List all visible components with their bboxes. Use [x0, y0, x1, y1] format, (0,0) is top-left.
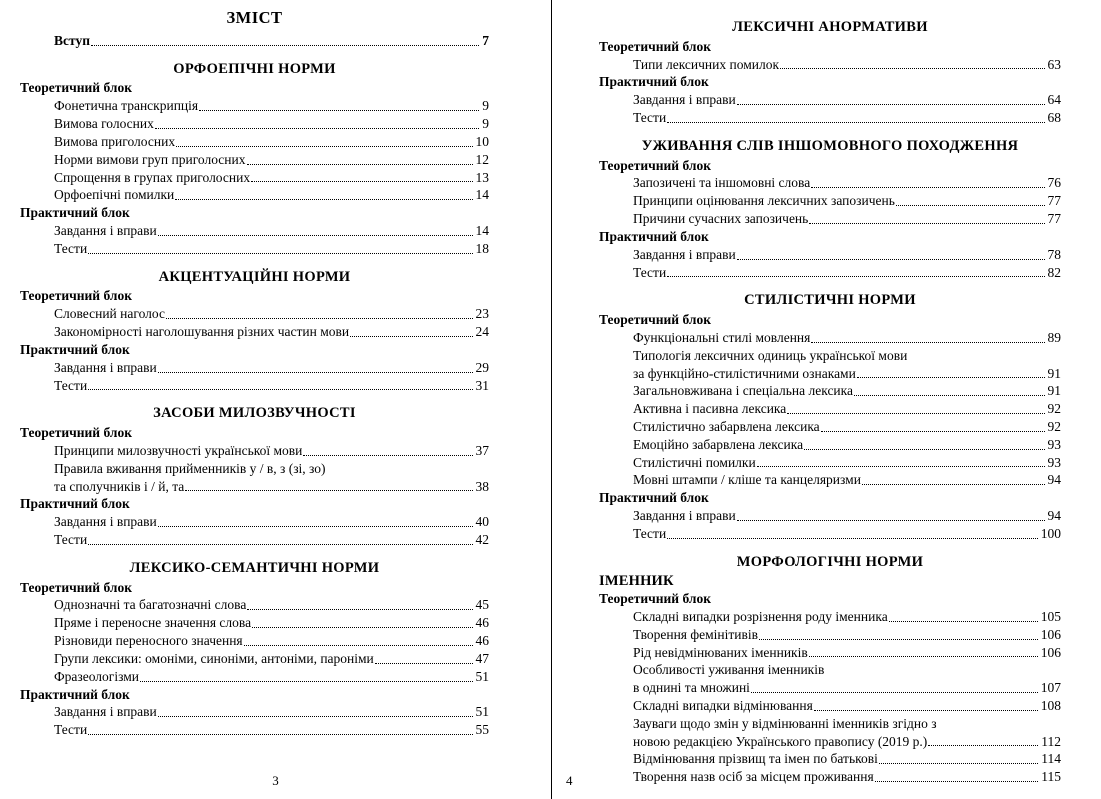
toc-entry[interactable] [20, 721, 489, 739]
toc-entry-label: Завдання і вправи [633, 92, 736, 108]
toc-entry-label: Завдання і вправи [54, 704, 157, 720]
toc-leader-dots [88, 253, 472, 254]
toc-entry[interactable] [599, 210, 1061, 228]
toc-entry-label: Функціональні стилі мовлення [633, 329, 811, 345]
toc-leader-dots [158, 235, 473, 236]
toc-entry[interactable] [20, 650, 489, 668]
toc-block-label: Теоретичний блок [599, 38, 711, 54]
toc-entry[interactable] [599, 471, 1061, 489]
toc-entry-label: Різновиди переносного значення [54, 633, 243, 649]
toc-entry[interactable] [20, 632, 489, 650]
toc-entry-label: Групи лексики: омоніми, синоніми, антоніми, пароніми [54, 650, 374, 666]
toc-section-heading: ОРФОЕПІЧНІ НОРМИ [173, 60, 336, 77]
toc-entry-label: Стилістичні помилки [633, 454, 756, 470]
toc-entry[interactable] [20, 359, 489, 377]
toc-entry-label: Тести [633, 525, 667, 541]
toc-block-label: Теоретичний блок [599, 157, 711, 173]
toc-entry-page: 23 [475, 306, 489, 322]
toc-entry[interactable] [20, 377, 489, 395]
toc-entry-page: 77 [1047, 193, 1061, 209]
toc-entry[interactable] [20, 305, 489, 323]
toc-leader-dots [757, 466, 1045, 467]
toc-entry[interactable] [599, 192, 1061, 210]
toc-entry-page: 51 [475, 668, 489, 684]
toc-leader-dots [751, 692, 1038, 693]
toc-entry[interactable] [20, 32, 489, 50]
toc-entry-label: Складні випадки розрізнення роду іменника [633, 608, 888, 624]
toc-leader-dots [804, 449, 1044, 450]
toc-entry-page: 94 [1047, 508, 1061, 524]
toc-entry-page: 29 [475, 359, 489, 375]
toc-entry-page: 63 [1047, 56, 1061, 72]
toc-leader-dots [140, 681, 473, 682]
toc-leader-dots [155, 128, 479, 129]
toc-entry-line: Правила вживання прийменників у / в, з (зі, зо) [54, 460, 326, 476]
toc-leader-dots [759, 639, 1038, 640]
toc-entry[interactable] [20, 596, 489, 614]
toc-entry-label: Фонетична транскрипція [54, 98, 199, 114]
toc-entry[interactable] [20, 323, 489, 341]
toc-entry[interactable] [599, 608, 1061, 626]
toc-entry-label: Тести [633, 110, 667, 126]
toc-entry[interactable] [599, 768, 1061, 786]
toc-leader-dots [158, 716, 473, 717]
toc-leader-dots [862, 484, 1045, 485]
toc-entry-line: Особливості уживання іменників [633, 662, 825, 678]
toc-entry-label: Мовні штампи / кліше та канцеляризми [633, 472, 861, 488]
toc-entry-page: 68 [1047, 110, 1061, 126]
toc-entry-label: Тести [54, 240, 88, 256]
toc-entry-label: Орфоепічні помилки [54, 187, 175, 203]
toc-leader-dots [787, 413, 1044, 414]
toc-leader-dots [247, 609, 472, 610]
toc-entry-label: Тести [54, 532, 88, 548]
toc-section-heading: ЗАСОБИ МИЛОЗВУЧНОСТІ [153, 405, 356, 422]
toc-entry-page: 93 [1047, 436, 1061, 452]
toc-entry-label: Причини сучасних запозичень [633, 211, 809, 227]
toc-entry-label: Принципи оцінювання лексичних запозичень [633, 193, 895, 209]
toc-leader-dots [780, 68, 1044, 69]
toc-entry-label: Завдання і вправи [633, 246, 736, 262]
toc-entry-label: Словесний наголос [54, 306, 165, 322]
toc-entry-page: 51 [475, 704, 489, 720]
toc-entry-page: 115 [1041, 769, 1061, 785]
toc-leader-dots [821, 431, 1045, 432]
folio-left: 3 [272, 773, 279, 788]
toc-leader-dots [176, 146, 472, 147]
toc-leader-dots [303, 455, 472, 456]
toc-entry-page: 9 [482, 98, 489, 114]
toc-entry-page: 55 [475, 722, 489, 738]
toc-entry-page: 108 [1040, 697, 1061, 713]
toc-entry[interactable] [599, 91, 1061, 109]
toc-entry[interactable] [599, 174, 1061, 192]
toc-entry-page: 10 [475, 133, 489, 149]
toc-entry-label: Вимова приголосних [54, 133, 176, 149]
toc-entry-page: 77 [1047, 211, 1061, 227]
toc-entry-page: 14 [475, 223, 489, 239]
toc-entry-page: 47 [475, 650, 489, 666]
toc-leader-dots [247, 164, 473, 165]
toc-entry-line: Типологія лексичних одиниць української мови [633, 347, 908, 363]
toc-entry[interactable] [20, 115, 489, 133]
toc-entry-page: 91 [1047, 383, 1061, 399]
toc-entry-page: 12 [475, 151, 489, 167]
toc-entry-page: 94 [1047, 472, 1061, 488]
toc-leader-dots [91, 45, 479, 46]
toc-entry-label: Стилістично забарвлена лексика [633, 418, 820, 434]
toc-entry[interactable] [599, 365, 1061, 383]
toc-section-heading: СТИЛІСТИЧНІ НОРМИ [744, 292, 916, 309]
toc-leader-dots [158, 526, 473, 527]
toc-entry-label: Норми вимови груп приголосних [54, 151, 246, 167]
toc-entry-page: 89 [1047, 329, 1061, 345]
toc-leader-dots [811, 187, 1044, 188]
toc-entry[interactable] [20, 222, 489, 240]
toc-entry-label: Складні випадки відмінювання [633, 697, 813, 713]
toc-leader-dots [375, 663, 473, 664]
toc-entry-label: Вимова голосних [54, 116, 154, 132]
toc-leader-dots [166, 318, 473, 319]
toc-entry[interactable] [599, 418, 1061, 436]
toc-entry-label: Тести [54, 377, 88, 393]
toc-entry-page: 105 [1040, 608, 1061, 624]
toc-entry[interactable] [599, 626, 1061, 644]
toc-section-heading: АКЦЕНТУАЦІЙНІ НОРМИ [158, 268, 351, 285]
toc-entry[interactable] [599, 750, 1061, 768]
toc-entry-label: Завдання і вправи [54, 359, 157, 375]
toc-entry-page: 107 [1040, 680, 1061, 696]
toc-entry-page: 106 [1040, 626, 1061, 642]
toc-leader-dots [737, 520, 1045, 521]
toc-block-label: Практичний блок [20, 341, 130, 357]
toc-entry-label: Завдання і вправи [633, 508, 736, 524]
toc-section-heading: ЛЕКСИКО-СЕМАНТИЧНІ НОРМИ [129, 559, 380, 576]
toc-entry-label: Однозначні та багатозначні слова [54, 597, 247, 613]
toc-leader-dots [854, 395, 1044, 396]
toc-block-label: Практичний блок [20, 686, 130, 702]
toc-block-label: Практичний блок [599, 490, 709, 506]
toc-leader-dots [667, 276, 1044, 277]
toc-leader-dots [185, 490, 472, 491]
toc-entry[interactable] [20, 186, 489, 204]
toc-entry[interactable] [20, 668, 489, 686]
toc-entry-page: 46 [475, 615, 489, 631]
toc-entry-page: 7 [482, 33, 489, 48]
toc-entry-label: Активна і пасивна лексика [633, 401, 787, 417]
toc-block-label: Теоретичний блок [599, 312, 711, 328]
toc-entry[interactable] [20, 703, 489, 721]
toc-page-right [551, 0, 1101, 799]
toc-entry[interactable] [20, 614, 489, 632]
toc-block-label: Практичний блок [599, 74, 709, 90]
toc-entry-page: 78 [1047, 246, 1061, 262]
toc-leader-dots [879, 763, 1038, 764]
toc-entry[interactable] [599, 436, 1061, 454]
page-title: ЗМІСТ [226, 8, 283, 27]
toc-entry[interactable] [599, 382, 1061, 400]
toc-entry[interactable] [599, 400, 1061, 418]
toc-leader-dots [350, 336, 472, 337]
toc-leader-dots [88, 389, 472, 390]
toc-section-heading: УЖИВАННЯ СЛІВ ІНШОМОВНОГО ПОХОДЖЕННЯ [641, 137, 1019, 154]
toc-leader-dots [896, 205, 1045, 206]
toc-entry-label: Загальновживана і спеціальна лексика [633, 383, 854, 399]
toc-block-label: Теоретичний блок [20, 579, 132, 595]
folio-right: 4 [566, 773, 573, 788]
toc-leader-dots [814, 710, 1038, 711]
toc-leader-dots [809, 223, 1044, 224]
toc-leader-dots [252, 627, 472, 628]
toc-entry[interactable] [599, 56, 1061, 74]
toc-block-label: Практичний блок [599, 228, 709, 244]
toc-entry-label: Рід невідмінюваних іменників [633, 644, 808, 660]
toc-leader-dots [667, 538, 1038, 539]
toc-entry[interactable] [599, 329, 1061, 347]
toc-entry[interactable] [599, 644, 1061, 662]
toc-entry[interactable] [599, 733, 1061, 751]
toc-entry-label: Фразеологізми [54, 668, 139, 684]
toc-entry-page: 40 [475, 514, 489, 530]
toc-leader-dots [928, 745, 1038, 746]
toc-entry[interactable] [20, 240, 489, 258]
toc-entry[interactable] [20, 442, 489, 460]
toc-leader-dots [737, 104, 1045, 105]
toc-entry-page: 93 [1047, 454, 1061, 470]
toc-entry-page: 92 [1047, 418, 1061, 434]
toc-entry-label: Тести [633, 264, 667, 280]
toc-leader-dots [809, 656, 1038, 657]
toc-leader-dots [667, 122, 1044, 123]
toc-entry[interactable] [20, 151, 489, 169]
toc-entry[interactable] [599, 507, 1061, 525]
toc-block-label: Теоретичний блок [20, 425, 132, 441]
toc-entry[interactable] [599, 454, 1061, 472]
toc-entry-page: 9 [482, 116, 489, 132]
toc-entry[interactable] [20, 513, 489, 531]
toc-entry-label: Емоційно забарвлена лексика [633, 436, 804, 452]
toc-entry[interactable] [20, 97, 489, 115]
toc-entry-page: 112 [1041, 733, 1061, 749]
toc-leader-dots [889, 621, 1038, 622]
toc-block-label: Практичний блок [20, 205, 130, 221]
toc-entry[interactable] [599, 697, 1061, 715]
toc-entry-label: новою редакцією Українського правопису (2019 р.) [633, 733, 928, 749]
toc-leader-dots [199, 110, 479, 111]
toc-entry-label: Творення назв осіб за місцем проживання [633, 769, 874, 785]
toc-leader-dots [88, 734, 472, 735]
toc-entry[interactable] [20, 531, 489, 549]
toc-entry-page: 14 [475, 187, 489, 203]
toc-block-label: Практичний блок [20, 496, 130, 512]
toc-leader-dots [811, 342, 1044, 343]
toc-entry-page: 37 [475, 442, 489, 458]
toc-entry-page: 76 [1047, 175, 1061, 191]
toc-leader-dots [857, 377, 1045, 378]
toc-entry-page: 45 [475, 597, 489, 613]
toc-entry[interactable] [599, 246, 1061, 264]
toc-leader-dots [875, 781, 1039, 782]
toc-leader-dots [251, 181, 472, 182]
toc-entry[interactable] [599, 109, 1061, 127]
toc-entry[interactable] [599, 679, 1061, 697]
toc-entry[interactable] [599, 525, 1061, 543]
toc-entry[interactable] [599, 264, 1061, 282]
toc-entry-label: Закономірності наголошування різних частин мови [54, 324, 350, 340]
toc-entry-label: Завдання і вправи [54, 223, 157, 239]
toc-entry-page: 64 [1047, 92, 1061, 108]
toc-section-heading: МОРФОЛОГІЧНІ НОРМИ [736, 553, 924, 570]
toc-entry-label: Тести [54, 722, 88, 738]
toc-entry-label: Відмінювання прізвищ та імен по батькові [633, 751, 878, 767]
toc-entry-label: Принципи милозвучності української мови [54, 442, 303, 458]
toc-entry-label: за функційно-стилістичними ознаками [633, 365, 856, 381]
toc-entry-label: Пряме і переносне значення слова [54, 615, 252, 631]
toc-leader-dots [88, 544, 472, 545]
toc-entry-label: Запозичені та іншомовні слова [633, 175, 811, 191]
toc-entry-page: 92 [1047, 401, 1061, 417]
toc-entry-label: Типи лексичних помилок [633, 56, 780, 72]
toc-entry-page: 13 [475, 169, 489, 185]
toc-entry[interactable] [20, 133, 489, 151]
toc-section-heading: ЛЕКСИЧНІ АНОРМАТИВИ [732, 19, 928, 35]
toc-leader-dots [158, 372, 473, 373]
toc-entry-label: Вступ [54, 33, 90, 48]
toc-entry-line: Зауваги щодо змін у відмінюванні іменників згідно з [633, 715, 937, 731]
toc-entry-page: 46 [475, 633, 489, 649]
toc-entry-page: 42 [475, 532, 489, 548]
toc-entry-page: 114 [1041, 751, 1061, 767]
toc-entry-page: 24 [475, 324, 489, 340]
toc-entry-label: Творення фемінітивів [633, 626, 759, 642]
toc-entry-label: Спрощення в групах приголосних [54, 169, 251, 185]
toc-entry-page: 91 [1047, 365, 1061, 381]
toc-entry-label: та сполучників і / й, та [54, 478, 185, 494]
toc-entry-page: 31 [475, 377, 489, 393]
toc-block-label: Теоретичний блок [20, 80, 132, 96]
toc-entry-page: 106 [1040, 644, 1061, 660]
toc-entry-page: 82 [1047, 264, 1061, 280]
toc-entry-page: 38 [475, 478, 489, 494]
toc-entry-label: в однині та множині [633, 680, 750, 696]
toc-subsection-heading: ІМЕННИК [599, 573, 674, 590]
toc-entry[interactable] [20, 478, 489, 496]
toc-block-label: Теоретичний блок [599, 591, 711, 607]
toc-leader-dots [737, 259, 1045, 260]
toc-leader-dots [244, 645, 473, 646]
toc-entry-page: 100 [1040, 525, 1061, 541]
toc-entry-label: Завдання і вправи [54, 514, 157, 530]
toc-leader-dots [175, 199, 472, 200]
toc-entry[interactable] [20, 169, 489, 187]
toc-entry-page: 18 [475, 240, 489, 256]
toc-block-label: Теоретичний блок [20, 288, 132, 304]
